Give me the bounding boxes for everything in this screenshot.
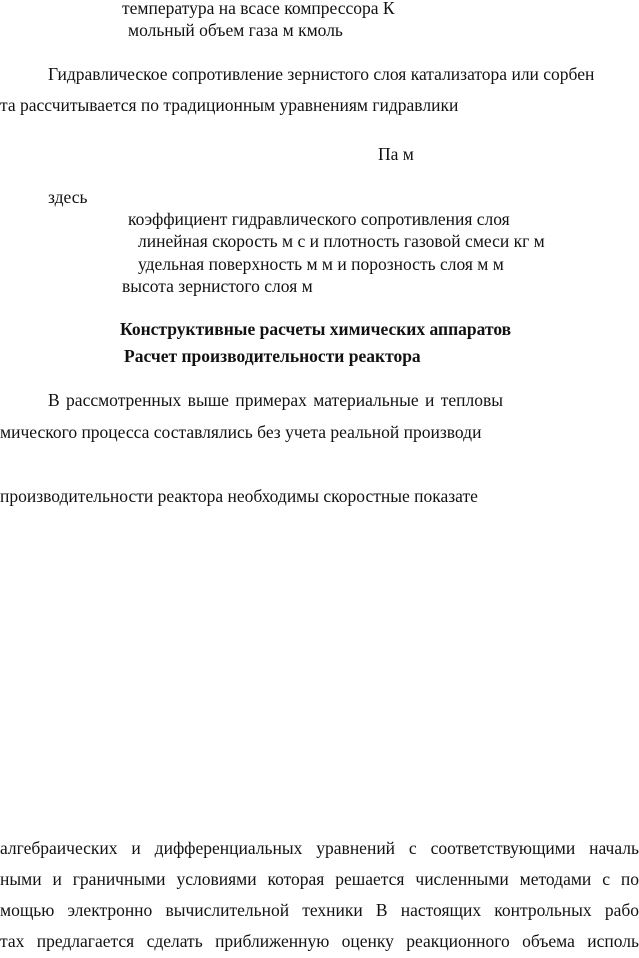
intro-line-2: мического процесса составлялись без учета реальной производи	[0, 422, 482, 442]
hydraulic-text-line-1: Гидравлическое сопротивление зернистого слоя катализатора или сорбен	[48, 64, 595, 84]
bottom-line-4: тах предлагается сделать приближенную оценку реакционного объема исполь	[0, 931, 639, 951]
intro-line-3: производительности реактора необходимы скоростные показате	[0, 486, 478, 506]
hydraulic-text-line-2: та рассчитывается по традиционным уравнениям гидравлики	[0, 95, 459, 115]
where-label: здесь	[48, 187, 88, 207]
var-molar-volume: мольный объем газа м кмоль	[128, 20, 343, 40]
bottom-line-2: ными и граничными условиями которая решается численными методами с по	[0, 869, 639, 889]
where-item: высота зернистого слоя м	[122, 276, 313, 296]
where-item: линейная скорость м с и плотность газовой смеси кг м	[138, 231, 545, 251]
where-item: удельная поверхность м м и порозность слоя м м	[138, 254, 504, 274]
bottom-line-3: мощью электронно вычислительной техники В настоящих контрольных рабо	[0, 900, 639, 920]
var-temperature: температура на всасе компрессора К	[122, 0, 395, 18]
bottom-line-1: алгебраических и дифференциальных уравнений с соответствующими началь	[0, 838, 639, 858]
formula-units: Па м	[378, 144, 414, 164]
subsection-heading: Расчет производительности реактора	[124, 346, 421, 366]
section-heading: Конструктивные расчеты химических аппаратов	[120, 319, 512, 339]
where-item: коэффициент гидравлического сопротивления слоя	[128, 209, 510, 229]
intro-line-1: В рассмотренных выше примерах материальные и тепловы	[48, 390, 504, 410]
